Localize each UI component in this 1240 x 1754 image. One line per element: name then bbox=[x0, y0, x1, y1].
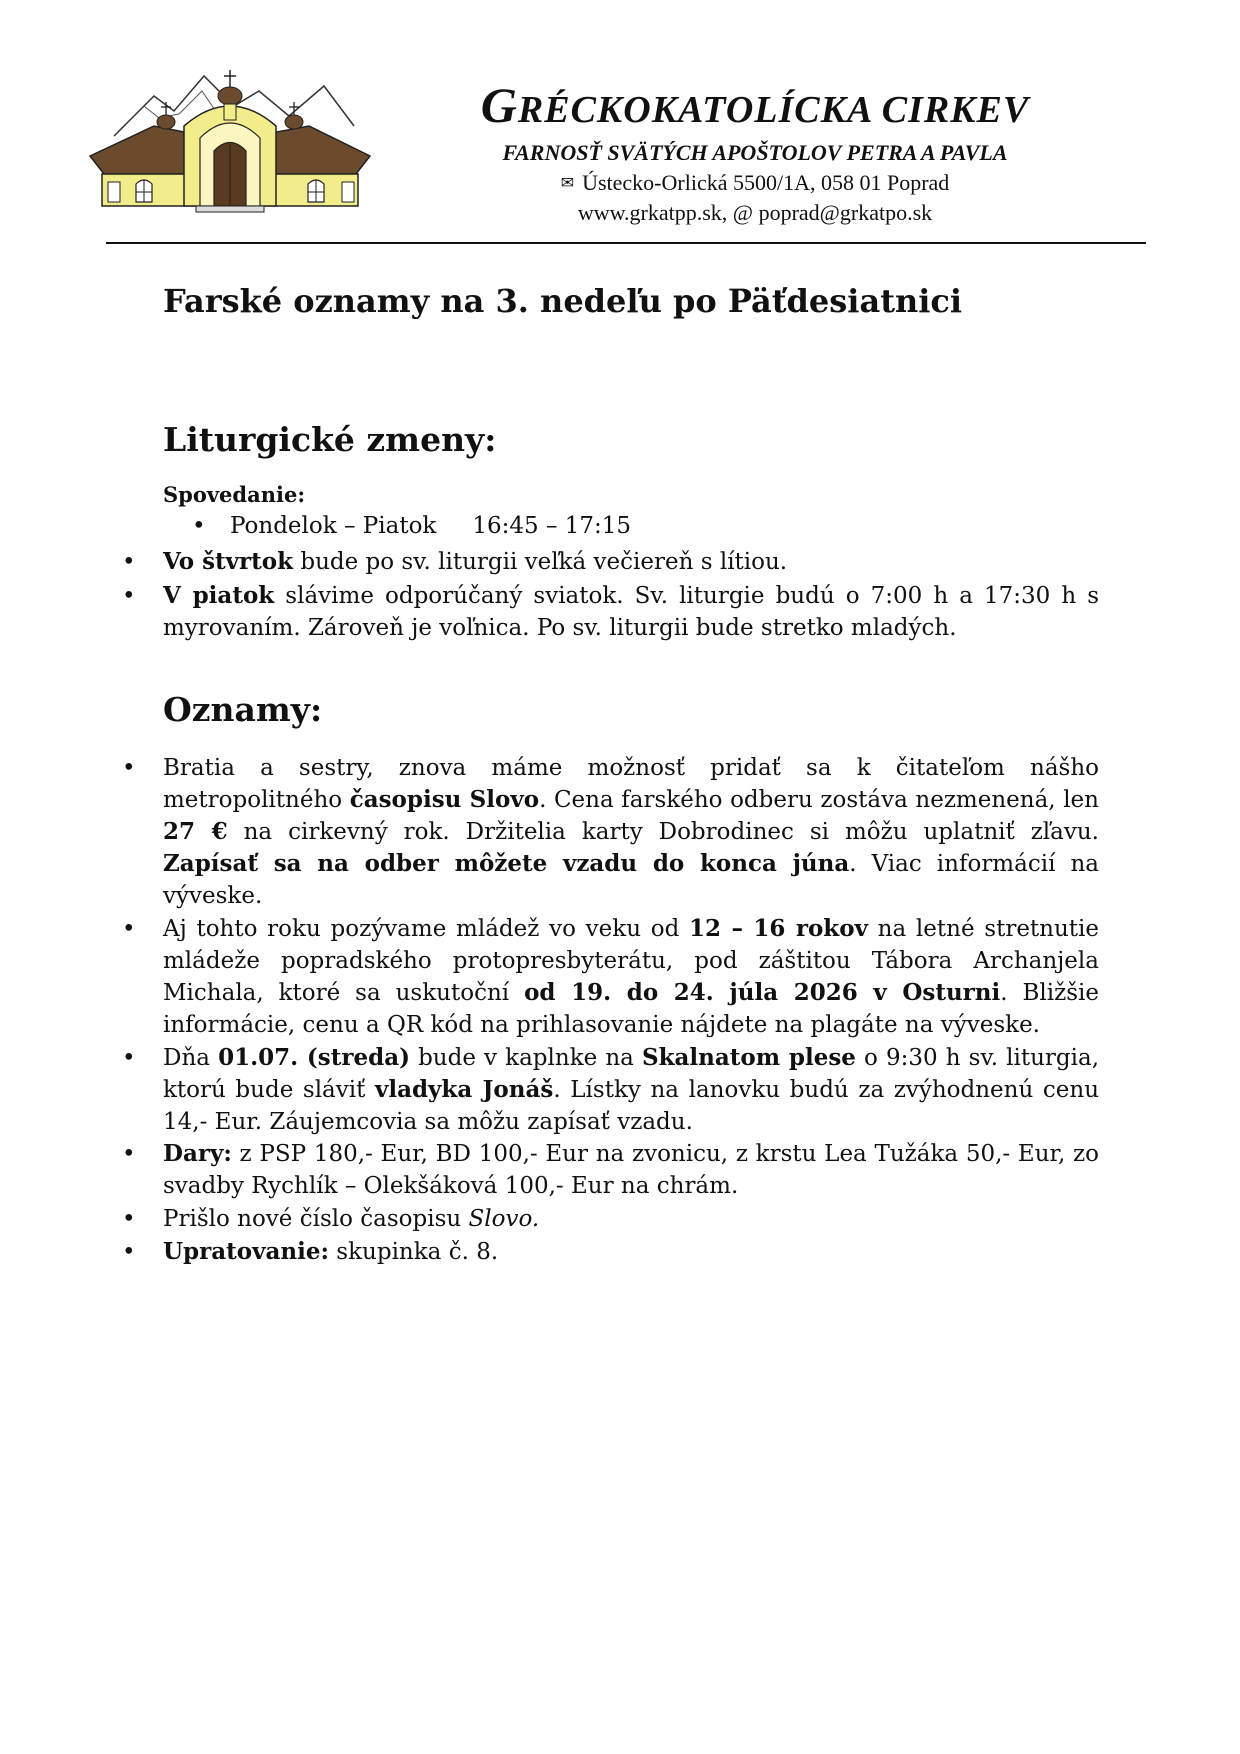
item-bold: 12 – 16 rokov bbox=[689, 915, 868, 942]
bullet: • bbox=[122, 1045, 136, 1071]
item-bold: 01.07. (streda) bbox=[218, 1044, 410, 1071]
list-item bbox=[163, 1236, 1099, 1268]
item-bold: Skalnatom plese bbox=[641, 1044, 856, 1071]
church-name-initial: G bbox=[480, 77, 518, 133]
item-text: bude v kaplnke na bbox=[409, 1045, 642, 1071]
church-logo-icon bbox=[84, 56, 376, 216]
item-bold: Zapísať sa na odber môžete vzadu do konca júna bbox=[163, 850, 850, 877]
envelope-icon: ✉ bbox=[560, 175, 575, 192]
announcements-heading: Oznamy: bbox=[163, 690, 323, 729]
item-text: . Lístky na lanovku budú za zvýhodnenú cenu 14,- Eur. Záujemcovia sa môžu zapísať vzadu. bbox=[163, 1077, 1100, 1135]
page-title: Farské oznamy na 3. nedeľu po Päťdesiatnici bbox=[163, 282, 963, 320]
bullet: • bbox=[122, 916, 136, 942]
bullet: • bbox=[122, 1206, 136, 1232]
bullet: • bbox=[122, 583, 136, 609]
item-bold: Dary: bbox=[163, 1140, 232, 1167]
bullet: • bbox=[122, 1141, 136, 1167]
bullet: • bbox=[122, 549, 136, 575]
list-item bbox=[163, 1042, 1099, 1138]
item-bold: od 19. do 24. júla 2026 v Osturni bbox=[524, 979, 1001, 1006]
item-text: . Viac informácií na výveske. bbox=[163, 851, 1099, 909]
item-text: Prišlo nové číslo časopisu bbox=[163, 1206, 469, 1232]
item-bold: vladyka Jonáš bbox=[374, 1076, 554, 1103]
item-bold: Upratovanie: bbox=[163, 1238, 329, 1265]
list-item bbox=[163, 1203, 1099, 1235]
item-text: Aj tohto roku pozývame mládež vo veku od bbox=[163, 916, 690, 942]
list-item bbox=[163, 1138, 1099, 1202]
item-bold: V piatok bbox=[163, 582, 275, 609]
liturgical-changes-heading: Liturgické zmeny: bbox=[163, 420, 497, 459]
parish-contact: www.grkatpp.sk, @ poprad@grkatpo.sk bbox=[577, 200, 933, 225]
item-text: Bratia a sestry, znova máme možnosť pridať sa k čitateľom nášho metropolitného bbox=[163, 755, 1099, 813]
header-divider bbox=[106, 242, 1146, 244]
bullet: • bbox=[192, 513, 206, 539]
item-text: o 9:30 h sv. liturgia, ktorú bude sláviť bbox=[163, 1045, 1100, 1103]
parish-name: FARNOSŤ SVÄTÝCH APOŠTOLOV PETRA A PAVLA bbox=[502, 140, 1008, 165]
item-text: na cirkevný rok. Držitelia karty Dobrodinec si môžu uplatniť zľavu. bbox=[227, 819, 1099, 845]
list-item bbox=[163, 546, 1099, 578]
confession-label: Spovedanie: bbox=[163, 482, 306, 507]
parish-address bbox=[360, 170, 1150, 196]
list-item bbox=[163, 752, 1099, 912]
confession-time: 16:45 – 17:15 bbox=[472, 513, 632, 539]
church-name-rest: RÉCKOKATOLÍCKA CIRKEV bbox=[517, 89, 1030, 131]
item-text: skupinka č. 8. bbox=[328, 1239, 499, 1265]
item-text: slávime odporúčaný sviatok. Sv. liturgie budú o 7:00 h a 17:30 h s myrovaním. Zároveň je voľnica. Po sv. liturgii bude stretko mladých. bbox=[163, 583, 1099, 641]
item-text: na letné stretnutie mládeže popradského protopresbyterátu, pod záštitou Tábora Archanjela Michala, ktoré sa uskutoční bbox=[163, 916, 1100, 1006]
item-text: bude po sv. liturgii veľká večiereň s lítiou. bbox=[293, 549, 788, 575]
confession-schedule bbox=[230, 513, 631, 539]
church-name bbox=[360, 76, 1150, 134]
item-text: z PSP 180,- Eur, BD 100,- Eur na zvonicu, z krstu Lea Tužáka 50,- Eur, zo svadby Rychlík – Olekšáková 100,- Eur na chrám. bbox=[163, 1141, 1099, 1199]
item-text: . Cena farského odberu zostáva nezmenená, len bbox=[539, 787, 1099, 813]
address-text: Ústecko-Orlická 5500/1A, 058 01 Poprad bbox=[582, 170, 950, 195]
item-bold: 27 € bbox=[163, 818, 228, 845]
list-item bbox=[163, 580, 1099, 644]
item-bold: časopisu Slovo bbox=[349, 786, 540, 813]
bullet: • bbox=[122, 1239, 136, 1265]
bullet: • bbox=[122, 755, 136, 781]
item-bold: Vo štvrtok bbox=[163, 548, 294, 575]
confession-days: Pondelok – Piatok bbox=[230, 513, 437, 539]
item-text: . Bližšie informácie, cenu a QR kód na prihlasovanie nájdete na plagáte na výveske. bbox=[163, 980, 1100, 1038]
list-item bbox=[163, 913, 1099, 1041]
item-text: Dňa bbox=[163, 1045, 219, 1071]
item-italic: Slovo. bbox=[468, 1206, 540, 1232]
